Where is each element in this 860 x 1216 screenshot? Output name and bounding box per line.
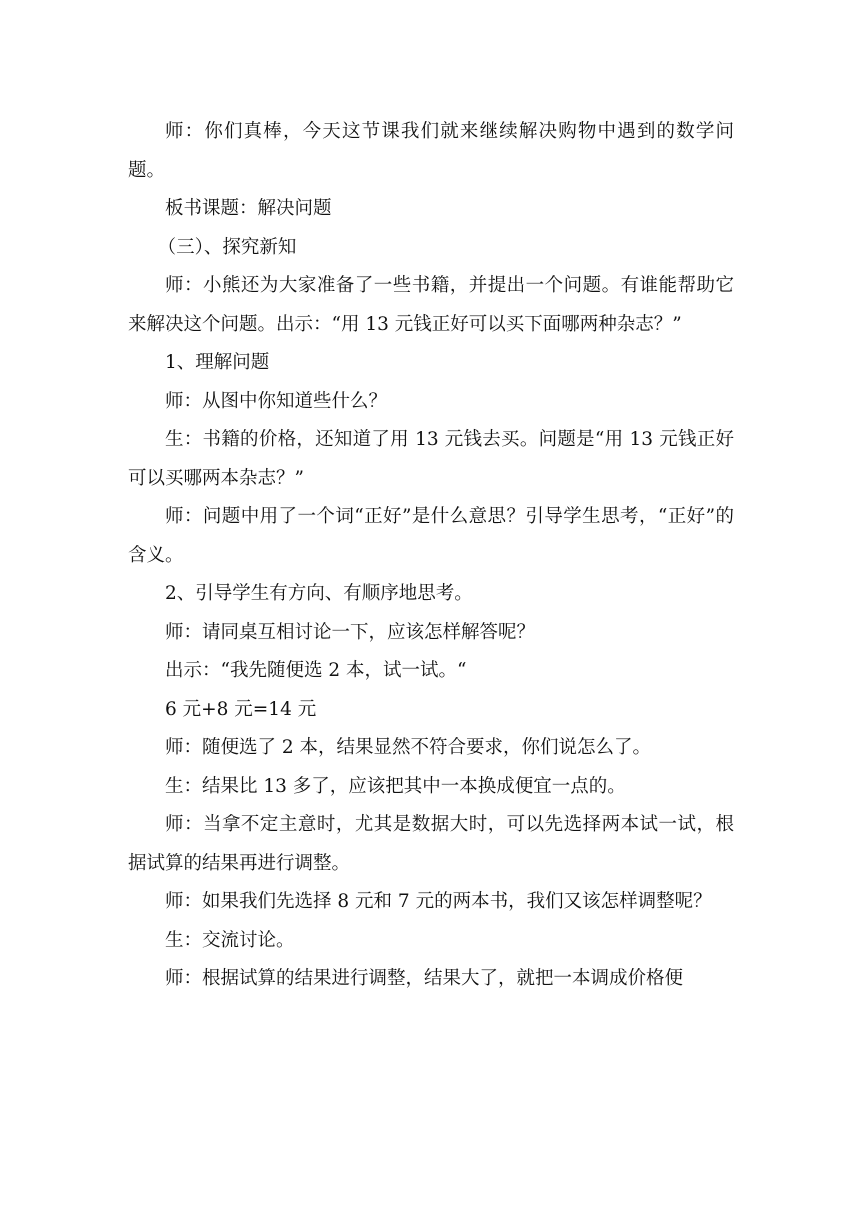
paragraph-teacher-zhenghao: 师：问题中用了一个词“正好”是什么意思？引导学生思考，“正好”的含义。 [128,506,734,566]
paragraph-teacher-question: 师：小熊还为大家准备了一些书籍，并提出一个问题。有谁能帮助它来解决这个问题。出示：“用 13 元钱正好可以买下面哪两种杂志？” [128,275,734,335]
paragraph-student-result: 生：结果比 13 多了，应该把其中一本换成便宜一点的。 [165,775,626,797]
paragraph-board-title: 板书课题：解决问题 [165,198,332,219]
paragraph-teacher-ask: 师：从图中你知道些什么？ [165,390,388,412]
document-body [128,113,734,999]
section-heading-explore: （三）、探究新知 [157,236,297,258]
paragraph-student-discuss: 生：交流讨论。 [165,929,295,951]
paragraph-equation: 6 元+8 元=14 元 [165,698,317,720]
paragraph-student-answer: 生：书籍的价格，还知道了用 13 元钱去买。问题是“用 13 元钱正好可以买哪两本杂志？” [128,429,734,489]
step-heading-guide: 2、引导学生有方向、有顺序地思考。 [165,583,473,604]
step-heading-understand: 1、理解问题 [165,352,270,373]
paragraph-teacher-adjust: 师：当拿不定主意时，尤其是数据大时，可以先选择两本试一试，根据试算的结果再进行调整。 [128,814,734,874]
paragraph-teacher-discuss: 师：请同桌互相讨论一下，应该怎样解答呢？ [165,621,536,643]
paragraph-show-try: 出示：“我先随便选 2 本，试一试。“ [165,660,467,681]
paragraph-teacher-result: 师：随便选了 2 本，结果显然不符合要求，你们说怎么了。 [165,737,652,758]
paragraph-teacher-example: 师：如果我们先选择 8 元和 7 元的两本书，我们又该怎样调整呢？ [165,891,712,912]
paragraph-teacher-praise: 师：你们真棒，今天这节课我们就来继续解决购物中遇到的数学问题。 [128,121,734,181]
paragraph-teacher-summary: 师：根据试算的结果进行调整，结果大了，就把一本调成价格便 [165,968,684,989]
